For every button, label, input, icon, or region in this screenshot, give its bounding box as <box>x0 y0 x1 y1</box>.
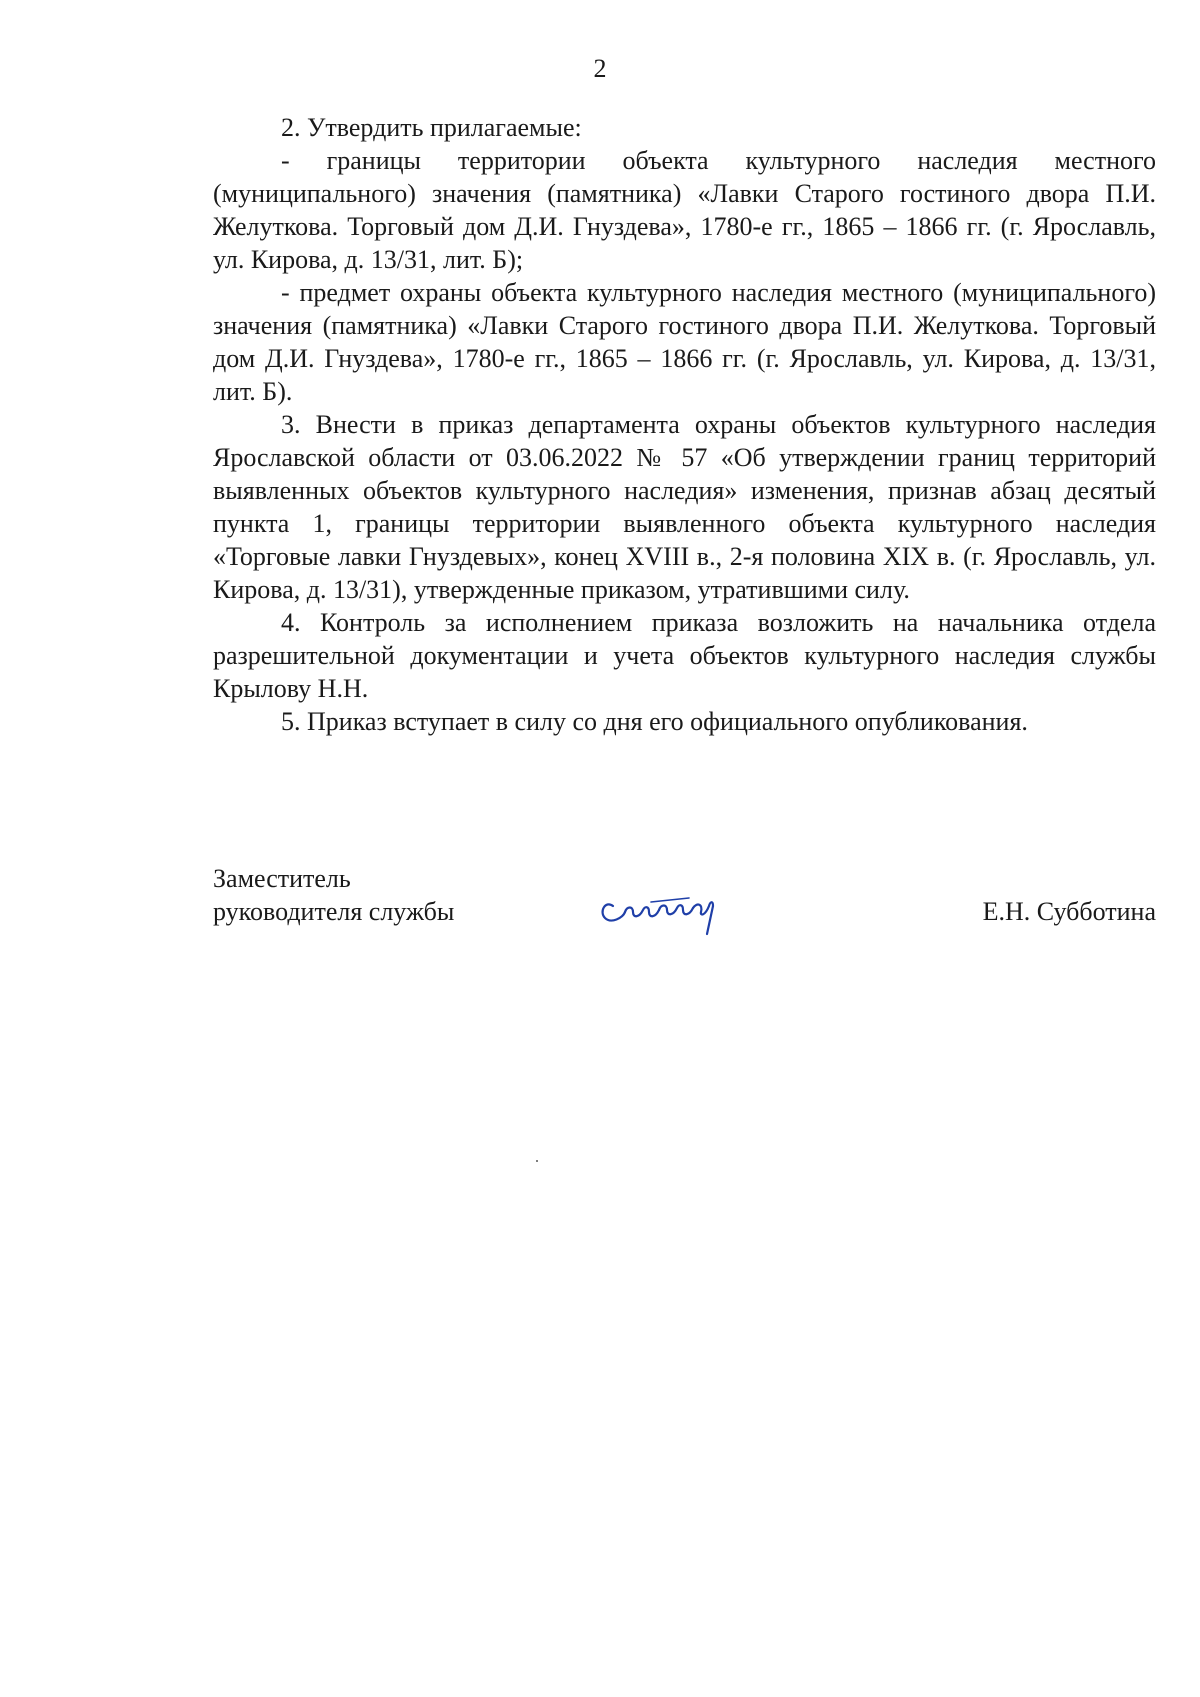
paragraph-item-3-amendments: 3. Внести в приказ департамента охраны объектов культурного наследия Ярославской области от 03.06.2022 № 57 «Об утверждении границ территорий выявленных объектов культурного наследия» изменения, признав абзац десятый пункта 1, границы территории выявленного объекта культурного наследия «Торговые лавки Гнуздевых», конец XVIII в., 2-я половина XIX в. (г. Ярославль, ул. Кирова, д. 13/31), утвержденные приказом, утратившими силу. <box>213 410 1156 604</box>
handwritten-signature <box>593 872 733 942</box>
signatory-position <box>213 862 454 928</box>
paragraph-item-4-control: 4. Контроль за исполнением приказа возложить на начальника отдела разрешительной документации и учета объектов культурного наследия службы Крылову Н.Н. <box>213 608 1156 703</box>
page-number: 2 <box>593 54 607 83</box>
signature-block <box>213 862 1156 952</box>
document-body <box>213 111 1156 738</box>
signatory-position-line2: руководителя службы <box>213 897 455 926</box>
scan-speck <box>536 1160 538 1162</box>
paragraph-item-2-intro: 2. Утвердить прилагаемые: <box>281 113 582 142</box>
signatory-position-line1: Заместитель <box>213 864 351 893</box>
paragraph-protection-subject: - предмет охраны объекта культурного наследия местного (муниципального) значения (памятника) «Лавки Старого гостиного двора П.И. Желуткова. Торговый дом Д.И. Гнуздева», 1780-е гг., 1865 – 1866 гг. (г. Ярославль, ул. Кирова, д. 13/31, лит. Б). <box>213 278 1156 406</box>
paragraph-territory-boundaries: - границы территории объекта культурного наследия местного (муниципального) значения (памятника) «Лавки Старого гостиного двора П.И. Желуткова. Торговый дом Д.И. Гнуздева», 1780-е гг., 1865 – 1866 гг. (г. Ярославль, ул. Кирова, д. 13/31, лит. Б); <box>213 146 1156 274</box>
signatory-name: Е.Н. Субботина <box>982 897 1156 926</box>
paragraph-item-5-effective: 5. Приказ вступает в силу со дня его официального опубликования. <box>281 707 1028 736</box>
